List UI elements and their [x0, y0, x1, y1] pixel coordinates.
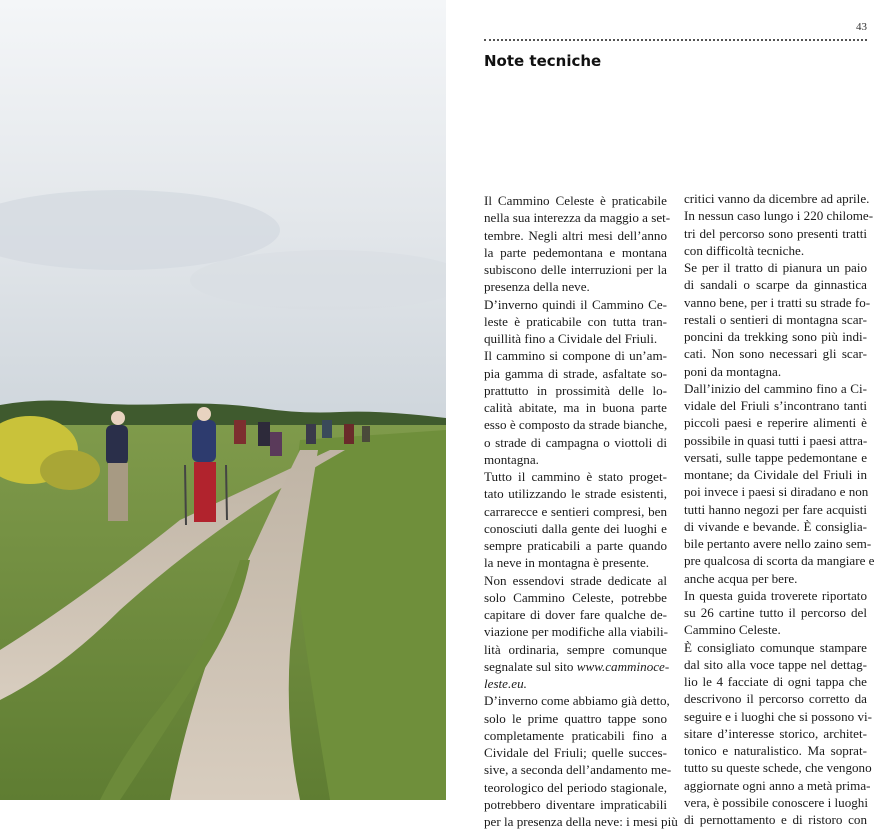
text-line: È consigliato comunque stampare [684, 639, 867, 655]
text-line: o strade di campagna o viottoli di [484, 434, 667, 450]
text-line: nella sua interezza da maggio a set- [484, 210, 671, 226]
text-line: D’inverno come abbiamo già detto, [484, 693, 670, 709]
text-line: poni da montagna. [684, 363, 782, 379]
section-title: Note tecniche [484, 52, 602, 70]
text-line: tembre. Negli altri mesi dell’anno [484, 227, 667, 243]
text-line: tutti hanno negozi per fare acquisti [684, 501, 867, 517]
website-link[interactable]: www.camminoce- [576, 658, 670, 674]
text-line: pia gamma di strade, asfaltate so- [484, 365, 667, 381]
text-line: Cividale del Friuli; quelle succes- [484, 745, 667, 760]
text-line: quillità fino a Cividale del Friuli. [484, 331, 658, 346]
text-line: bile pertanto avere nello zaino sem- [684, 536, 872, 551]
text-line: tato utilizzando le strade esistenti, [484, 486, 667, 502]
text-line: di vivande e bevande. È consiglia- [684, 518, 867, 534]
text-line: tri del percorso sono presenti tratti [684, 225, 867, 241]
text-column-right [684, 190, 875, 828]
text-line: montane; da Cividale del Friuli in [684, 467, 867, 482]
text-line: viazione per modifiche alla viabili- [484, 624, 668, 640]
text-line: tutto su queste schede, che vengono [684, 760, 872, 776]
website-link-end[interactable]: leste.eu. [484, 676, 527, 691]
text-line: restali o sentieri di montagna scar- [684, 311, 867, 327]
text-line: con difficoltà tecniche. [684, 242, 805, 258]
text-line: In nessun caso lungo i 220 chilome- [684, 208, 874, 224]
text-line: versati, sulle tappe pedemontane e [684, 449, 867, 465]
text-line: In questa guida troverete riportato [684, 587, 867, 603]
text-line: su 26 cartine tutto il percorso del [684, 605, 867, 620]
text-line: Cammino Celeste. [684, 622, 781, 638]
text-line: sempre praticabili a parte quando [484, 538, 667, 553]
hikers-on-dirt-road-image [0, 0, 446, 800]
text-line: Tutto il cammino è stato proget- [484, 469, 667, 484]
text-line: solo le prime quattro tappe sono [484, 710, 667, 726]
text-line: potrebbero diventare impraticabili [484, 796, 667, 812]
text-line: montagna. [484, 451, 539, 467]
text-line: aggiornate ogni anno a metà prima- [684, 777, 871, 793]
text-line: seguire e i luoghi che si possono vi- [684, 708, 873, 724]
text-line: critici vanno da dicembre ad aprile. [684, 191, 870, 206]
text-line: carrarecce e sentieri compresi, ben [484, 503, 667, 519]
text-line: subiscono delle interruzioni per la [484, 262, 667, 277]
text-line: Se per il tratto di pianura un paio [684, 260, 867, 275]
text-fragment: segnalate sul sito [484, 658, 577, 674]
text-line: vera, è possibile conoscere i luoghi [684, 794, 868, 810]
text-line: lità ordinaria, sempre comunque [484, 641, 667, 657]
text-line: anche acqua per bere. [684, 570, 798, 586]
text-line: calità abitate, ma in buona parte [484, 400, 667, 415]
text-column-left [484, 192, 678, 830]
text-line-with-link [484, 658, 670, 675]
text-line: piccoli paesi e reperire alimenti è [684, 415, 867, 431]
text-line: di sandali o scarpe da ginnastica [684, 277, 867, 293]
text-line: prattutto in prossimità delle lo- [484, 382, 667, 398]
text-line: poi invece i paesi si diradano e non [684, 484, 869, 500]
text-line: sive, a seconda dell’andamento me- [484, 762, 672, 778]
text-line: la parte pedemontana e montana [484, 244, 667, 260]
text-line: teorologico del periodo stagionale, [484, 779, 667, 795]
text-line: per la presenza della neve: i mesi più [484, 814, 678, 829]
text-line: vidale del Friuli s’incontrano tanti [684, 398, 867, 413]
text-line: conosciuti dalla gente dei luoghi e [484, 520, 667, 536]
text-line: pre qualcosa di scorta da mangiare e [684, 553, 875, 569]
text-line: presenza della neve. [484, 279, 590, 295]
text-line: cati. Non sono necessari gli scar- [684, 346, 867, 362]
text-line: Non essendovi strade dedicate al [484, 572, 667, 588]
text-line: D’inverno quindi il Cammino Ce- [484, 296, 667, 312]
text-line: capitare di dover fare qualche de- [484, 607, 667, 622]
text-line [484, 675, 667, 692]
text-line: lio le 4 facciate di ogni tappa che [684, 674, 867, 689]
text-line: Il Cammino Celeste è praticabile [484, 193, 667, 208]
text-line: completamente praticabili fino a [484, 727, 667, 743]
text-line: esso è composto da strade bianche, [484, 417, 668, 433]
text-line: leste è praticabile con tutta tran- [484, 313, 667, 329]
text-line: la neve in montagna è presente. [484, 555, 650, 571]
text-line: dal sito alla voce tappe nel dettag- [684, 656, 867, 672]
header-dotted-rule [484, 39, 867, 41]
text-line: vanno bene, per i tratti su strade fo- [684, 294, 871, 310]
page-number: 43 [856, 21, 867, 33]
text-line: descrivono il percorso corretto da [684, 691, 867, 707]
text-line: poncini da trekking sono più indi- [684, 329, 867, 344]
hikers-photo [0, 0, 446, 800]
text-line: Il cammino si compone di un’am- [484, 348, 667, 364]
text-line: di pernottamento e di ristoro con [684, 812, 867, 827]
text-line: tonico e naturalistico. Ma soprat- [684, 743, 867, 758]
text-line: solo Cammino Celeste, potrebbe [484, 589, 667, 605]
text-line: Dall’inizio del cammino fino a Ci- [684, 380, 867, 396]
text-line: possibile in quasi tutti i paesi attra- [684, 432, 868, 448]
text-line: sitare d’interesse storico, architet- [684, 725, 867, 741]
